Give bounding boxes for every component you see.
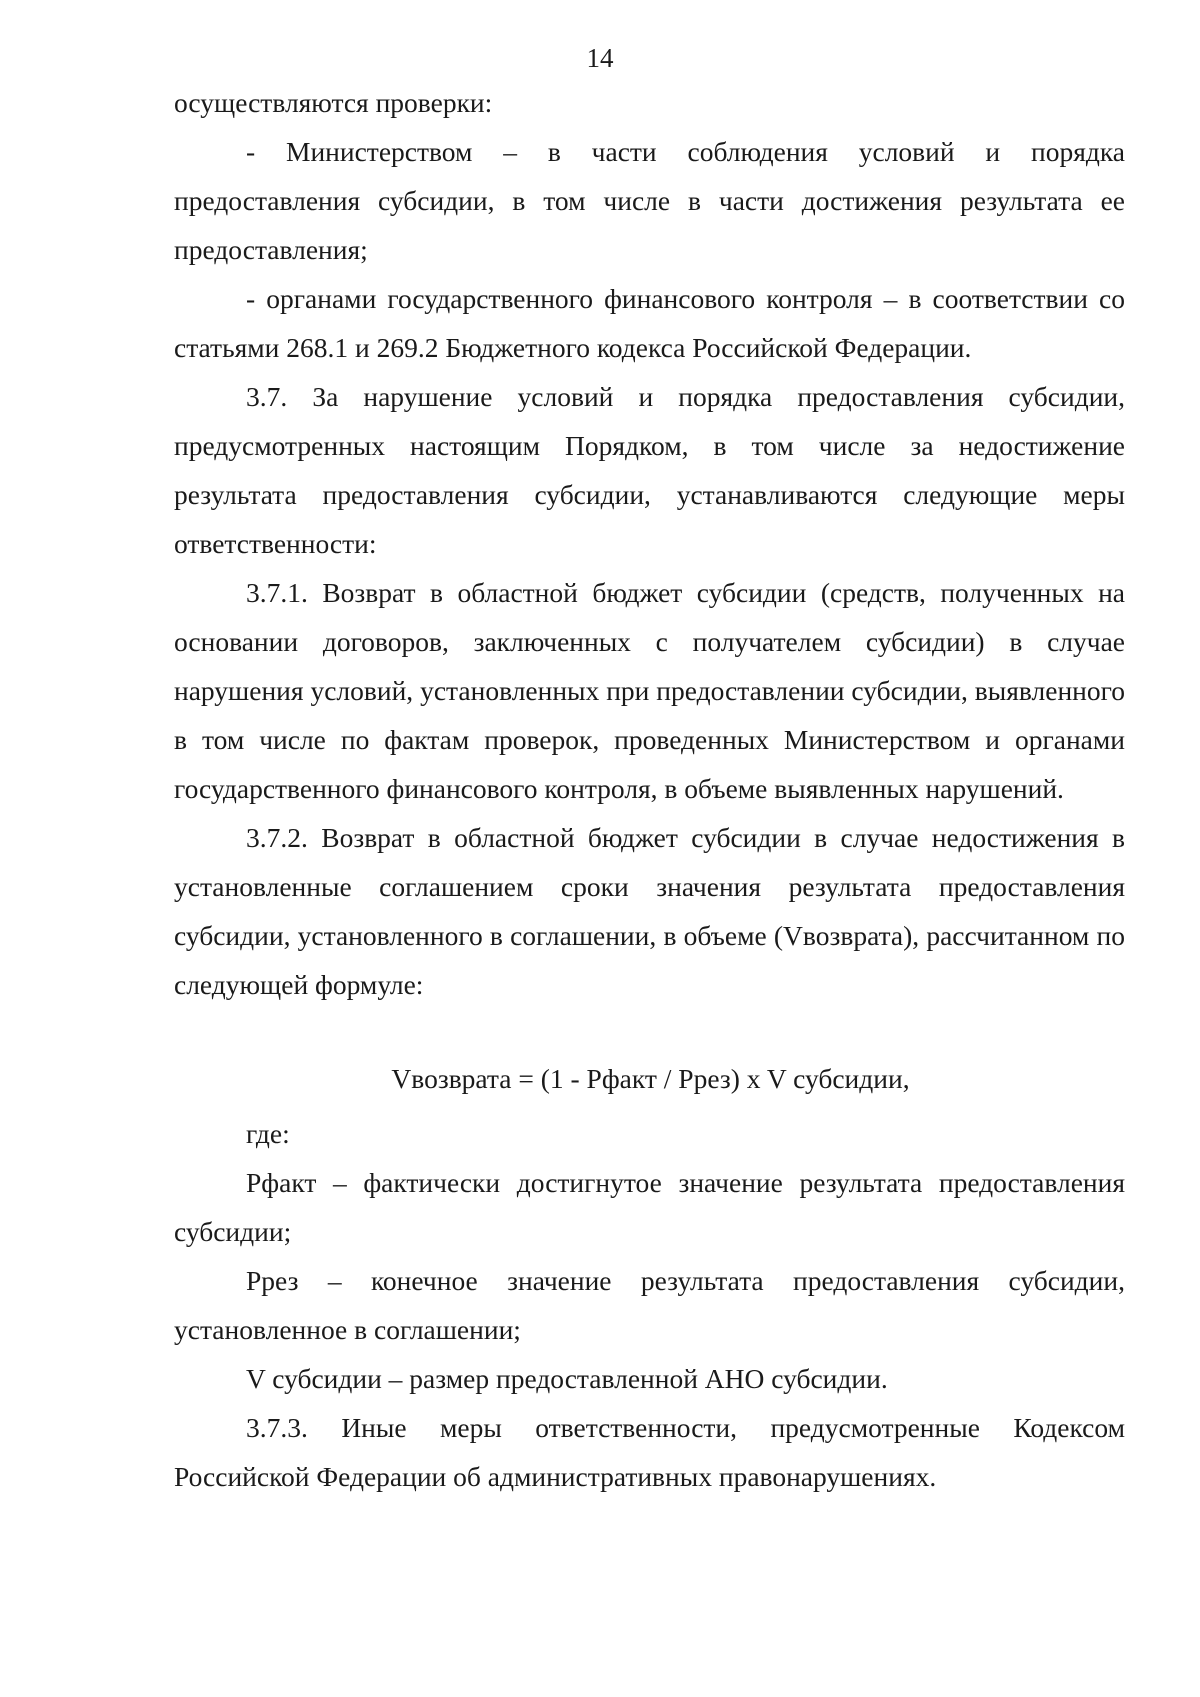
- paragraph-ministry-check: - Министерством – в части соблюдения условий и порядка предоставления субсидии, в том числе в части достижения результата ее предоставления;: [174, 136, 1125, 265]
- paragraph-intro: осуществляются проверки:: [174, 87, 493, 118]
- definition-pfakt: Pфакт – фактически достигнутое значение результата предоставления субсидии;: [174, 1167, 1125, 1247]
- definition-v-subsidy: V субсидии – размер предоставленной АНО субсидии.: [246, 1363, 888, 1394]
- page-number: 14: [586, 43, 614, 73]
- paragraph-where: где:: [246, 1118, 290, 1149]
- paragraph-3-7-2: 3.7.2. Возврат в областной бюджет субсидии в случае недостижения в установленные соглашением сроки значения результата предоставления субсидии, установленного в соглашении, в объеме (Vвозврата), рассчитанном по следующей формуле:: [174, 822, 1125, 1000]
- definition-prez: Pрез – конечное значение результата предоставления субсидии, установленное в соглашении;: [174, 1265, 1125, 1345]
- paragraph-3-7: 3.7. За нарушение условий и порядка предоставления субсидии, предусмотренных настоящим Порядком, в том числе за недостижение результата предоставления субсидии, устанавливаются следующие меры ответственности:: [174, 381, 1125, 559]
- paragraph-3-7-1: 3.7.1. Возврат в областной бюджет субсидии (средств, полученных на основании договоров, заключенных с получателем субсидии) в случае нарушения условий, установленных при предоставлении субсидии, выявленного в том числе по фактам проверок, проведенных Министерством и органами государственного финансового контроля, в объеме выявленных нарушений.: [174, 577, 1125, 804]
- paragraph-3-7-3: 3.7.3. Иные меры ответственности, предусмотренные Кодексом Российской Федерации об административных правонарушениях.: [174, 1412, 1125, 1492]
- formula: Vвозврата = (1 - Pфакт / Pрез) x V субсидии,: [391, 1063, 910, 1094]
- paragraph-financial-control: - органами государственного финансового контроля – в соответствии со статьями 268.1 и 269.2 Бюджетного кодекса Российской Федерации.: [174, 283, 1125, 363]
- document-body: [174, 78, 1125, 1501]
